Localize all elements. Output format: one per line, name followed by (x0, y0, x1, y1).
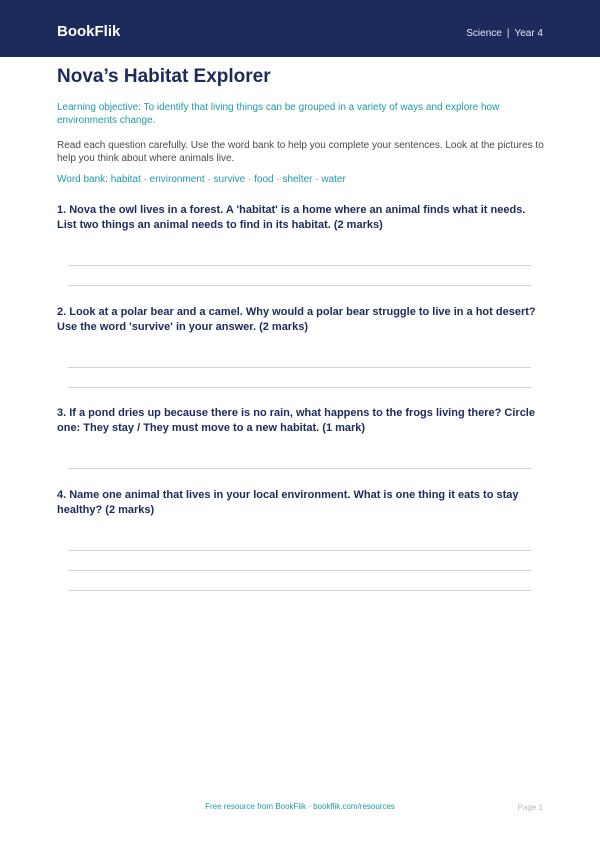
question-4: 4. Name one animal that lives in your local environment. What is one thing it eats to stay healthy? (2 marks) (57, 489, 519, 516)
meta-separator: | (506, 28, 510, 39)
learning-objective: Learning objective: To identify that living things can be grouped in a variety of ways and explore how environments change. (57, 102, 500, 126)
footer-link[interactable]: Free resource from BookFlik · bookflik.com/resources (205, 802, 395, 811)
answer-line[interactable] (68, 468, 531, 469)
word-bank: Word bank: habitat · environment · survive · food · shelter · water (57, 174, 346, 185)
header-bar (0, 0, 600, 57)
subject-label: Science (466, 28, 502, 39)
answer-line[interactable] (68, 590, 531, 591)
answer-line[interactable] (68, 285, 531, 286)
brand-logo: BookFlik (57, 23, 121, 40)
question-2: 2. Look at a polar bear and a camel. Why would a polar bear struggle to live in a hot desert? Use the word 'survive' in your answer. (2 marks) (57, 306, 536, 333)
answer-line[interactable] (68, 387, 531, 388)
answer-line[interactable] (68, 265, 531, 266)
instructions-text: Read each question carefully. Use the word bank to help you complete your sentences. Look at the pictures to help you think about where animals live. (57, 140, 544, 164)
worksheet-title: Nova’s Habitat Explorer (57, 66, 271, 87)
year-label: Year 4 (514, 28, 543, 39)
page-number: Page 1 (517, 803, 543, 812)
subject-year-label (466, 28, 543, 40)
question-3: 3. If a pond dries up because there is no rain, what happens to the frogs living there? Circle one: They stay / They must move to a new habitat. (1 mark) (57, 407, 535, 434)
answer-line[interactable] (68, 570, 531, 571)
answer-line[interactable] (68, 367, 531, 368)
question-1: 1. Nova the owl lives in a forest. A 'habitat' is a home where an animal finds what it needs. List two things an animal needs to find in its habitat. (2 marks) (57, 204, 526, 231)
answer-line[interactable] (68, 550, 531, 551)
